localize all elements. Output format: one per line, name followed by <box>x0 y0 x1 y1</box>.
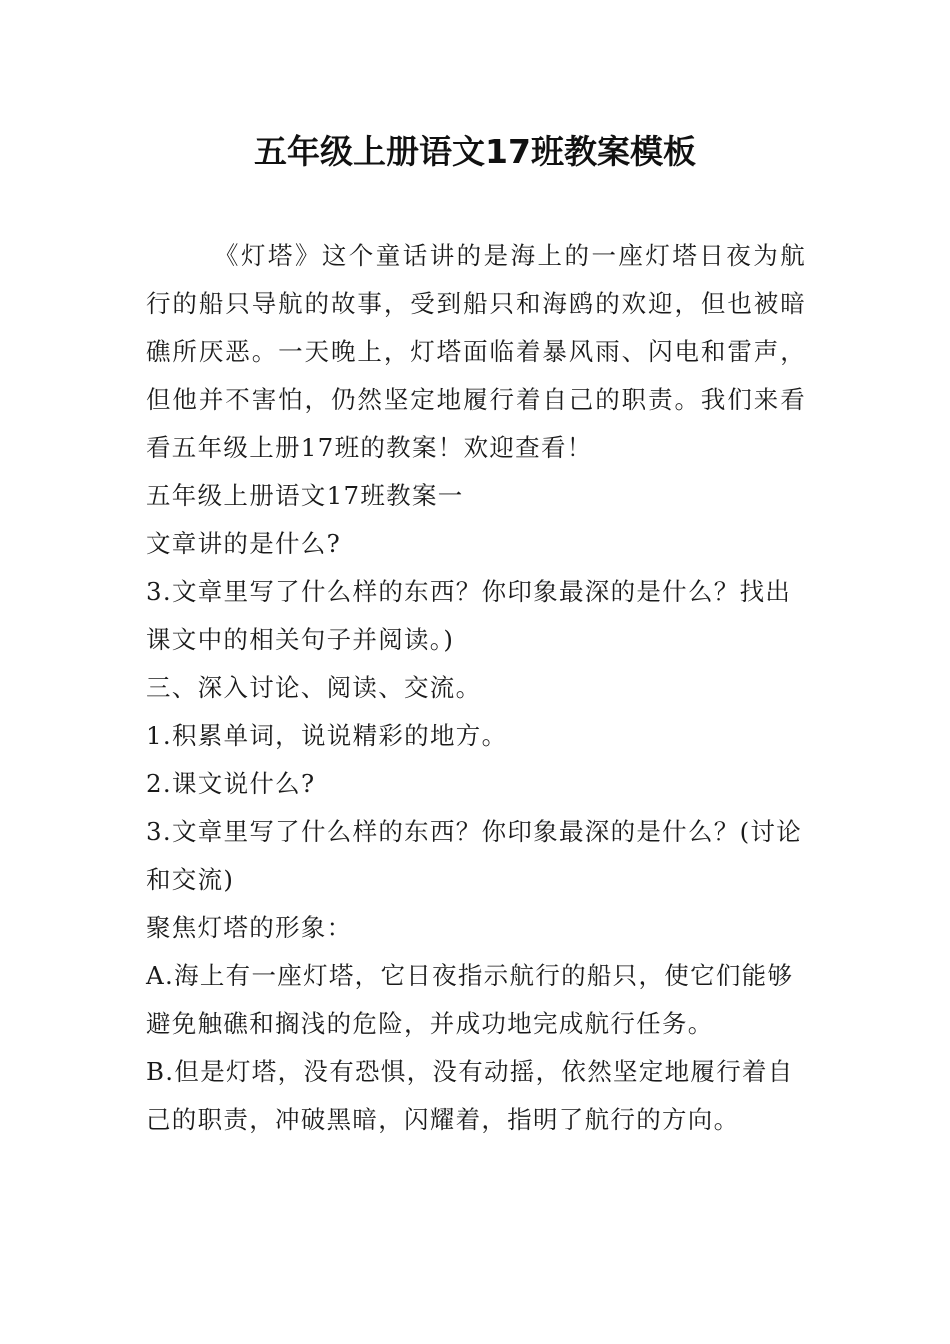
paragraph: 三、深入讨论、阅读、交流。 <box>146 673 482 702</box>
paragraph: 3.文章里写了什么样的东西？你印象最深的是什么？(讨论和交流) <box>146 817 803 894</box>
paragraph: A.海上有一座灯塔，它日夜指示航行的船只，使它们能够避免触礁和搁浅的危险，并成功地完成航行任务。 <box>146 961 794 1038</box>
paragraph: 3.文章里写了什么样的东西？你印象最深的是什么？找出课文中的相关句子并阅读。) <box>146 577 792 654</box>
paragraph: 聚焦灯塔的形象： <box>146 913 353 942</box>
paragraph: 2.课文说什么? <box>146 769 316 798</box>
document-title: 五年级上册语文17班教案模板 <box>254 132 696 171</box>
paragraph: 文章讲的是什么? <box>146 529 342 558</box>
paragraph: B.但是灯塔，没有恐惧，没有动摇，依然坚定地履行着自己的职责，冲破黑暗，闪耀着，指明了航行的方向。 <box>146 1057 794 1134</box>
paragraph: 1.积累单词，说说精彩的地方。 <box>146 721 508 750</box>
section-heading: 五年级上册语文17班教案一 <box>146 481 464 510</box>
intro-paragraph: 《灯塔》这个童话讲的是海上的一座灯塔日夜为航行的船只导航的故事，受到船只和海鸥的欢迎，但也被暗礁所厌恶。一天晚上，灯塔面临着暴风雨、闪电和雷声，但他并不害怕，仍然坚定地履行着自己的职责。我们来看看五年级上册17班的教案！欢迎查看！ <box>146 241 806 462</box>
document-body <box>146 232 806 1144</box>
